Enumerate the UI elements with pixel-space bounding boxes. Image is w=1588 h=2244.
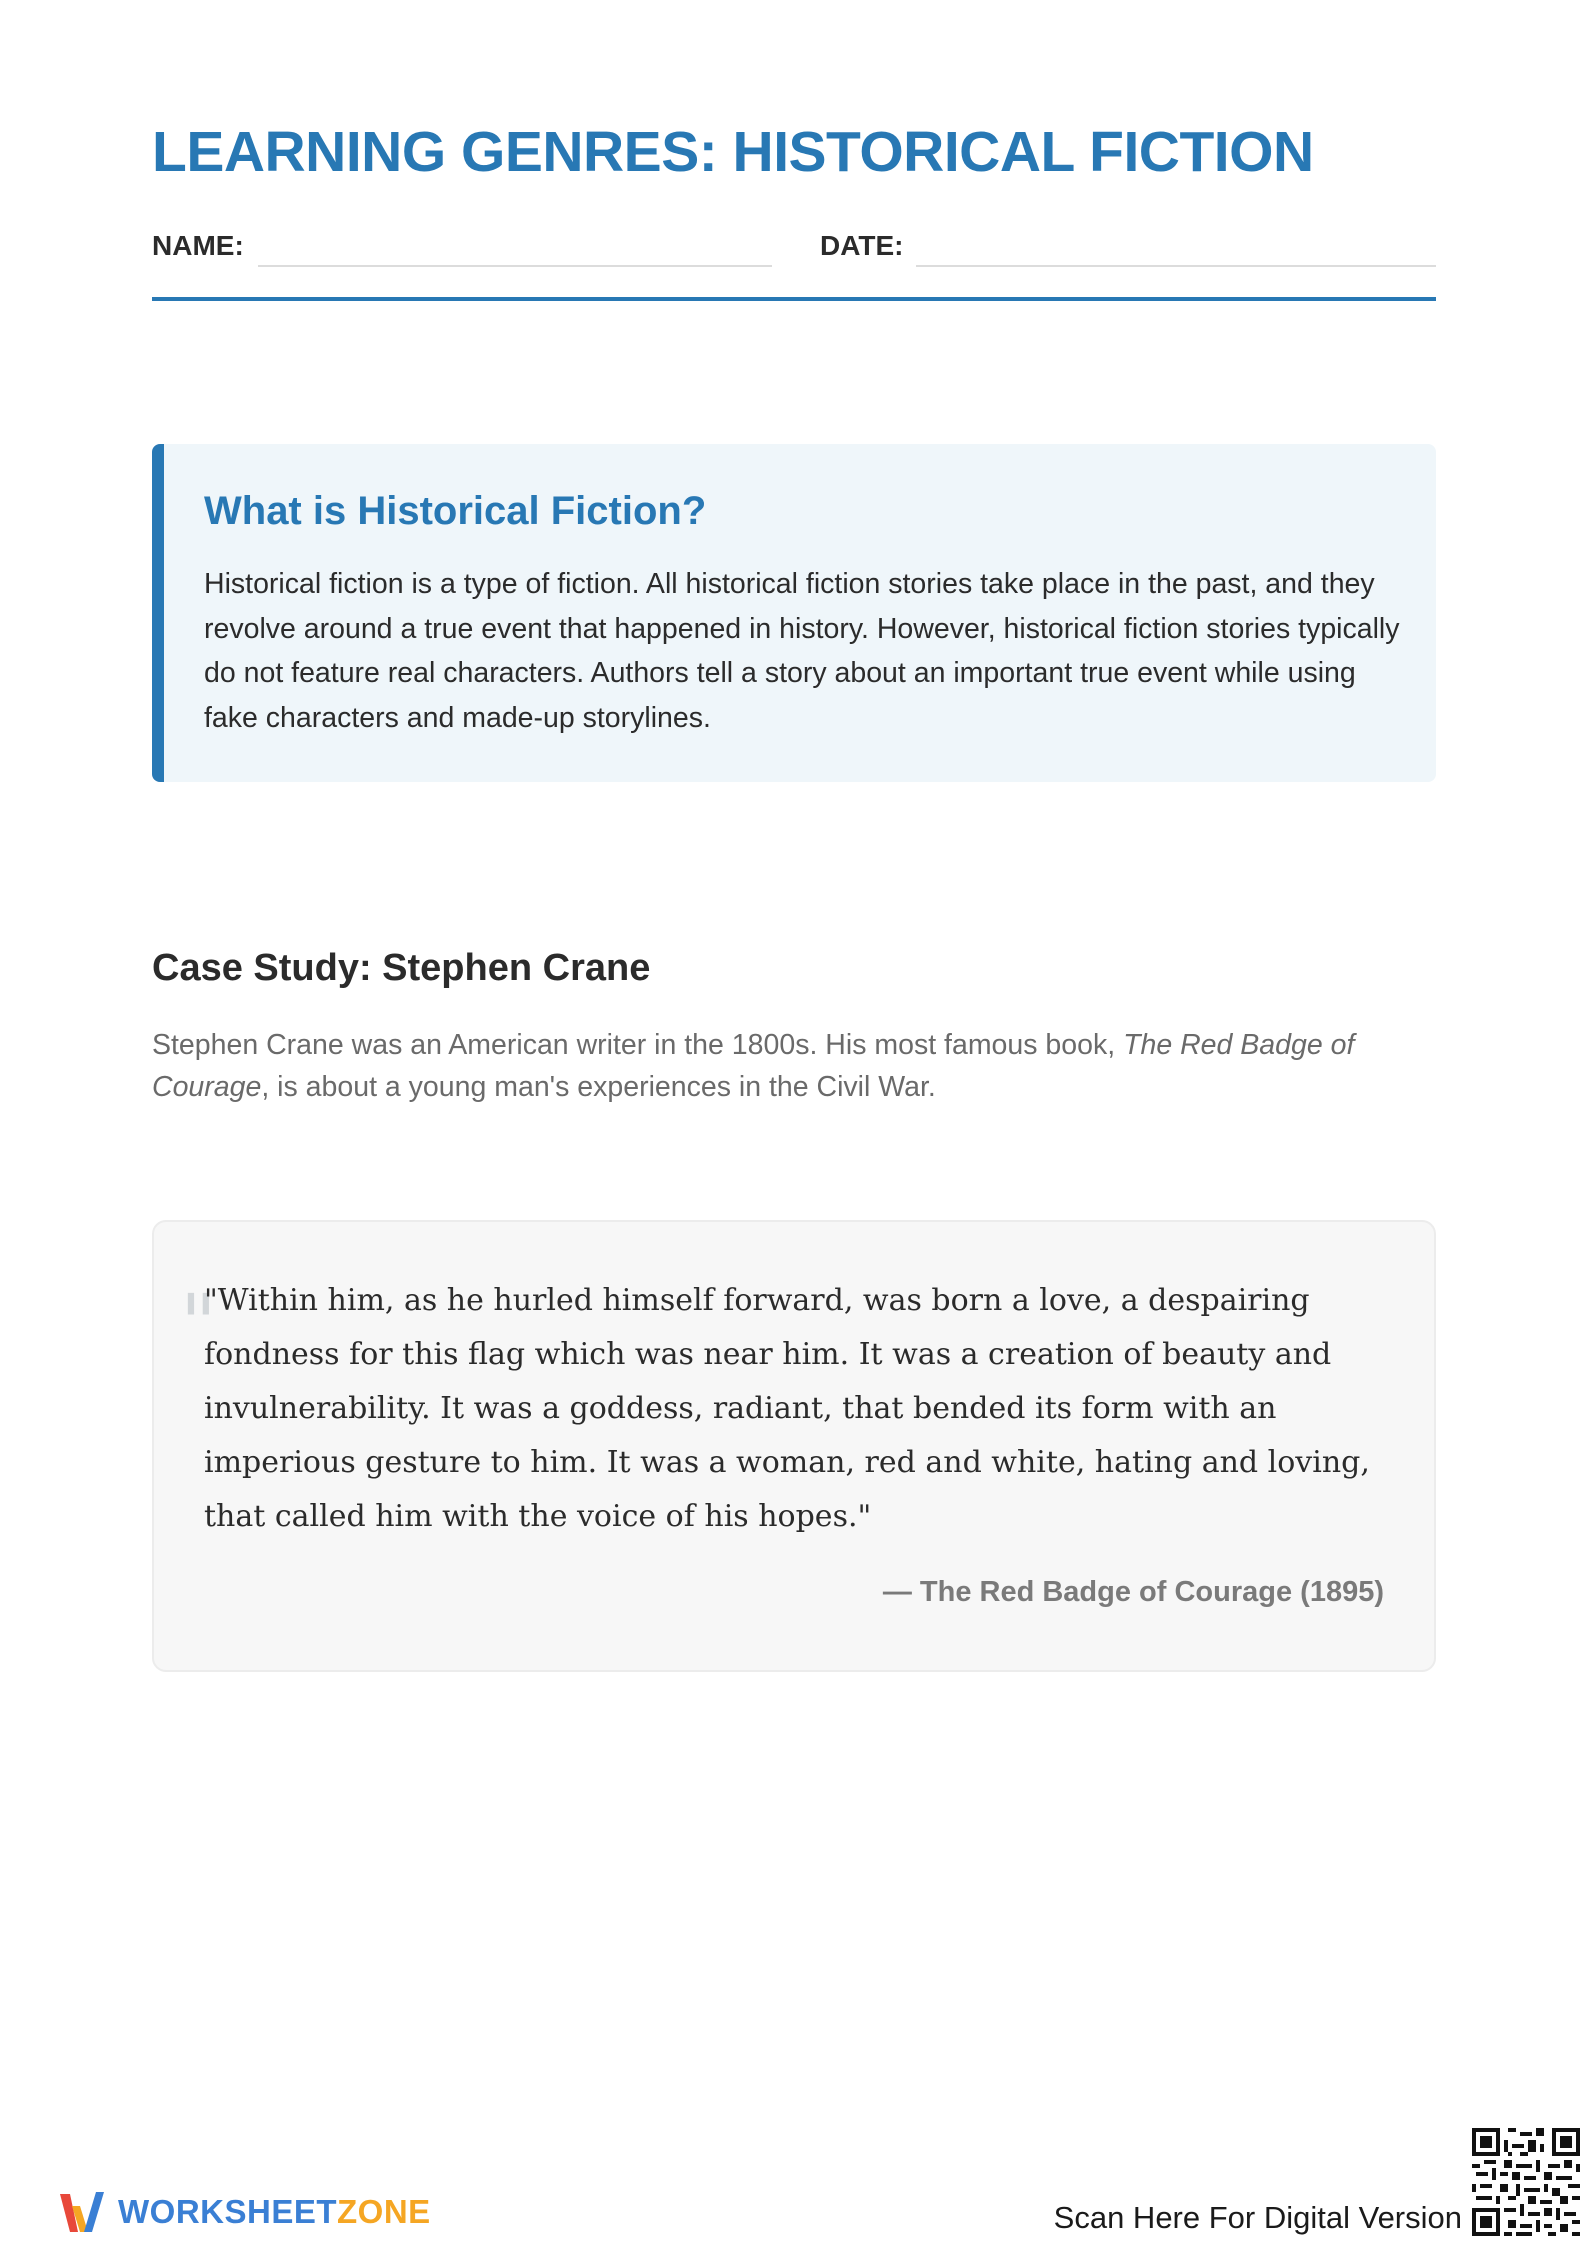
worksheetzone-logo-icon	[58, 2186, 104, 2238]
book-title: The Red Badge of Courage	[152, 1029, 1355, 1103]
worksheetzone-logo[interactable]	[58, 2186, 431, 2238]
quote-box	[152, 1220, 1436, 1672]
name-field[interactable]	[258, 265, 772, 267]
case-study-text-end: , is about a young man's experiences in the Civil War.	[261, 1071, 936, 1103]
date-field[interactable]	[916, 265, 1436, 267]
quote-mark-icon: "	[180, 1277, 217, 1370]
definition-text: Historical fiction is a type of fiction. All historical fiction stories take place in the past, and they revolve around a true event that happened in history. However, historical fiction stories typically do not feature real characters. Authors tell a story about an important true event while using fake characters and made-up storylines.	[204, 568, 1400, 734]
date-label: DATE:	[820, 230, 904, 261]
definition-heading: What is Historical Fiction?	[204, 489, 707, 533]
header-divider	[152, 297, 1436, 301]
case-study-text	[152, 1024, 1442, 1108]
scan-instruction: Scan Here For Digital Version	[1053, 2200, 1462, 2235]
name-label: NAME:	[152, 230, 244, 261]
logo-wordmark	[118, 2192, 431, 2232]
quote-text: "Within him, as he hurled himself forward, was born a love, a despairing fondness for this flag which was near him. It was a creation of beauty and invulnerability. It was a goddess, radiant, that bended its form with an imperious gesture to him. It was a woman, red and white, hating and loving, that called him with the voice of his hopes."	[204, 1283, 1370, 1534]
case-study-text-start: Stephen Crane was an American writer in the 1800s. His most famous book,	[152, 1029, 1124, 1061]
logo-text-zone: ZONE	[337, 2193, 431, 2230]
qr-code-icon[interactable]	[1472, 2128, 1580, 2236]
quote-source: — The Red Badge of Courage (1895)	[882, 1576, 1384, 1608]
page-title: LEARNING GENRES: HISTORICAL FICTION	[152, 120, 1314, 184]
definition-box	[152, 444, 1436, 782]
case-study-heading: Case Study: Stephen Crane	[152, 947, 651, 989]
logo-text-worksheet: WORKSHEET	[118, 2193, 337, 2230]
